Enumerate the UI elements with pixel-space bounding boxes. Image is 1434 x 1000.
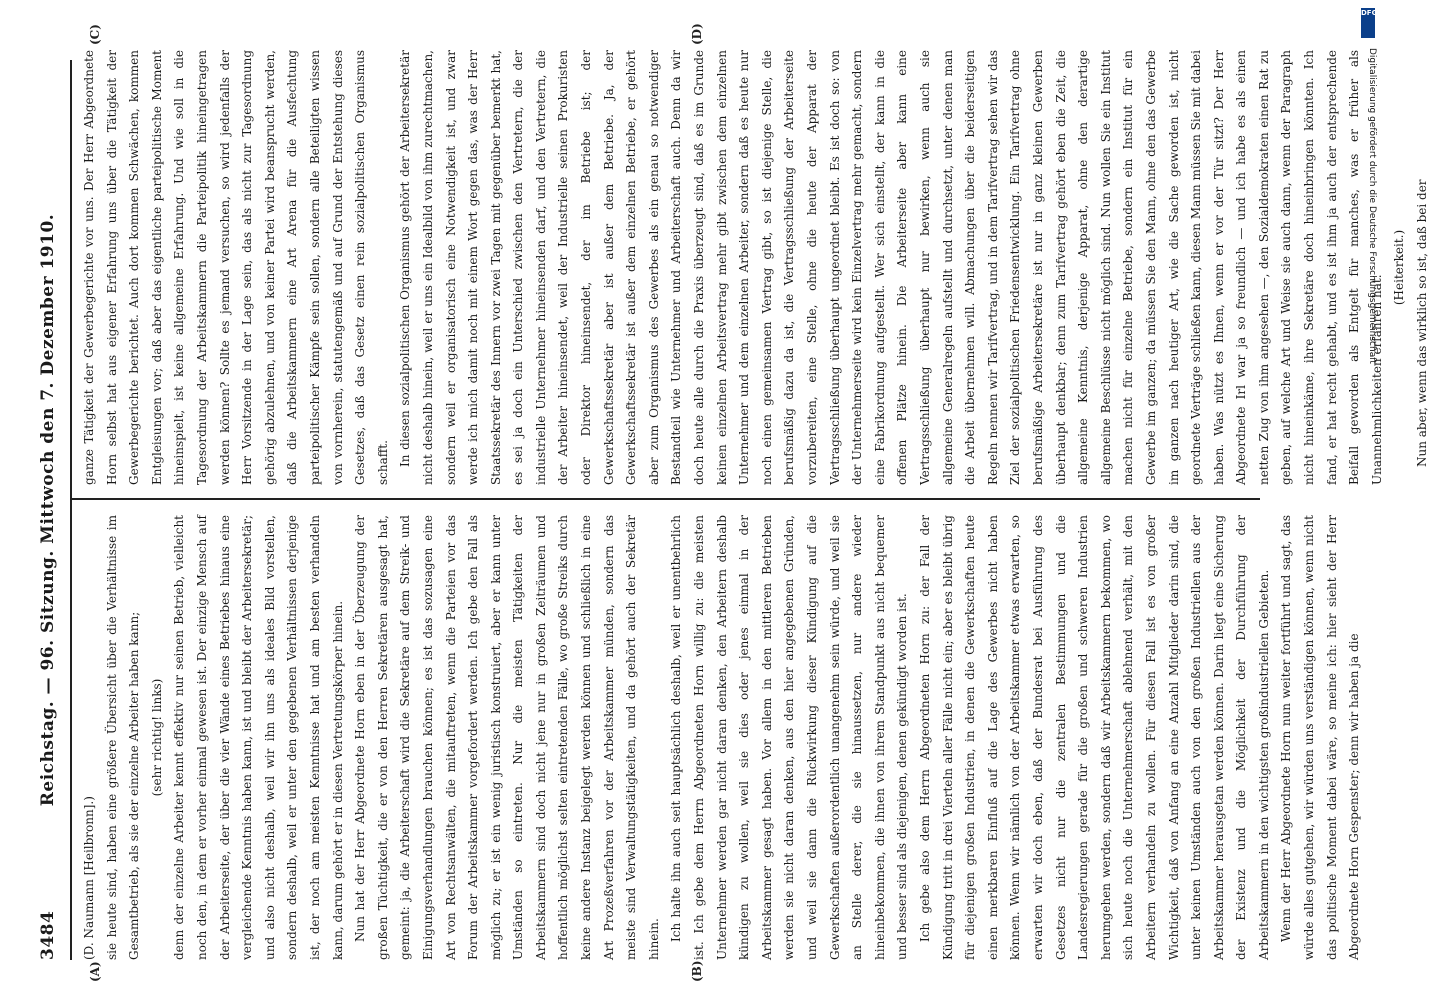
paragraph: Ich gebe also dem Herrn Abgeordneten Horn zu: der Fall der Kündigung tritt in drei Vierteln aller Fälle nicht ein; aber es bleibt übrig für diejenigen großen Industrien, in denen die Gewerkschaften heute einen merkbaren Einfluß auf die Lage des Gewerbes nicht haben können. Wenn wir nämlich von der Arbeitskammer etwas erwarten, so erwarten wir doch eben, daß der Bundesrat bei Ausführung des Gesetzes nicht nur die zentralen Bestimmungen und die Landesregierungen gerade für die großen und schweren Industrien herumgehen werden, sondern daß wir Arbeitskammern bekommen, wo sich heute noch die Unternehmerschaft ablehnend verhält, mit den Arbeitern verhandeln zu wollen. Für diesen Fall ist es von großer Wichtigkeit, daß von Anfang an eine Anzahl Mitglieder darin sind, die unter keinen Umständen auch von den großen Industriellen aus der Arbeitskammer herausgetan werden können. Darin liegt eine Sicherung der Existenz und die Möglichkeit der Durchführung der Arbeitskammern in den wichtigsten großindustriellen Gebieten. bbox=[917, 515, 1271, 960]
interjection: (sehr richtig! links) bbox=[149, 678, 164, 797]
paragraph: Wenn der Herr Abgeordnete Horn nun weiter fortführt und sagt, das würde alles gutgehen, wir würden uns verständigen können, wenn nicht das politische Moment dabei wäre, so meine ich: hier sieht der Herr Abgeordnete Horn Gespenster; denn wir haben ja die bbox=[1279, 515, 1362, 960]
paragraph: Nun hat der Herr Abgeordnete Horn eben in der Überzeugung der großen Tüchtigkeit, die er von den Herren Sekretären ausgesagt hat, gemeint: ja, die Arbeiterschaft wird die Sekretäre auf dem Streik- und Einigungsverhandlungen brauchen können; es ist das sozusagen eine Art von Rechtsanwälten, die mitauftreten, wenn die Parteien vor das Forum der Arbeitskammer vorgefordert werden. Ich gebe den Fall als möglich zu; er ist ein wenig juristisch konstruiert, aber er kann unter Umständen so eintreten. Nur die meisten Tätigkeiten der Arbeitskammern sind doch nicht jene nur in großen Zeiträumen und hoffentlich möglichst selten eintretenden Fälle, wo große Streiks durch keine andere Instanz beigelegt werden können und schließlich in eine Art Prozeßverfahren vor der Arbeitskammer münden, sondern das meiste sind Verwaltungstätigkeiten, und da gehört auch der Sekretär hinein. bbox=[353, 515, 661, 960]
digitization-credit bbox=[1361, 8, 1377, 628]
paragraph: In diesen sozialpolitischen Organismus gehört der Arbeitersekretär nicht deshalb hinein, weil er uns ein Idealbild von ihm zurechtmachen, sondern weil er organisatorisch eine Notwendigkeit ist, und zwar werde ich mich damit noch mit einem Wort gegen das, was der Herr Staatssekretär des Innern vor zwei Tagen mit gegenüber bemerkt hat, es sei ja doch ein Unterschied zwischen den Vertretern, die der industrielle Unternehmer hineinsenden darf, und den Vertretern, die der Arbeiter hineinsendet, weil der Industrielle seinen Prokuristen oder Direktor hineinsendet, der im Betriebe ist; der Gewerkschaftssekretär aber ist außer dem Betriebe. Ja, der Gewerkschaftssekretär ist außer dem einzelnen Betriebe, er gehört aber zum Organismus des Gewerbes als ein genau so notwendiger Bestandteil wie Unternehmer und Arbeiterschaft auch. Denn da wir doch heute alle durch die Praxis überzeugt sind, daß es im Grunde keinen einzelnen Arbeitsvertrag mehr gibt zwischen dem einzelnen Unternehmer und dem einzelnen Arbeiter, sondern daß es heute nur noch einen gemeinsamen Vertrag gibt, so ist diejenige Stelle, die berufsmäßig dazu da ist, die Vertragsschließung der Arbeiterseite vorzubereiten, eine Stelle, ohne die heute der Apparat der Vertragsschließung überhaupt ungeordnet bleibt. Es ist doch so: von der Unternehmerseite wird kein Einzelvertrag mehr gemacht, sondern eine Fabrikordnung aufgestellt. Wer sich einstellt, der kann in die offenen Plätze hinein. Die Arbeiterseite aber kann eine Vertragsschließung überhaupt nur bewirken, wenn auch sie allgemeine Generalregeln aufstellt und durchsetzt, unter denen man die Arbeit übernehmen will. Abmachungen über die beiderseitigen Regeln nennen wir Tarifvertrag, und in dem Tarifvertrag sehen wir das Ziel der sozialpolitischen Friedensentwicklung. Ein Tarifvertrag ohne berufsmäßige Arbeitersekretäre ist nur in ganz kleinen Gewerben überhaupt denkbar; denn zum Tarifvertrag gehört eben die Zeit, die allgemeine Kenntnis, derjenige Apparat, ohne den derartige allgemeine Beschlüsse nicht möglich sind. Nun wollen Sie ein Institut machen nicht für einzelne Betriebe, sondern ein Institut für ein Gewerbe im ganzen; da müssen Sie den Mann, ohne den das Gewerbe im ganzen nach heutiger Art, wie die Sache geworden ist, nicht geordnete Verträge schließen kann, diesen Mann müssen Sie mit dabei haben. Was nützt es Ihnen, wenn er vor der Tür sitzt? Der Herr Abgeordnete Irl war ja so freundlich — und ich habe es als einen netten Zug von ihm angesehen —, den Sozialdemokraten einen Rat zu geben, auf welche Art und Weise sie auch dann, wenn der Paragraph nicht hineinkäme, ihre Sekretäre doch hineinbringen könnten. Ich fand, er hat recht gehabt, und es ist ihm ja auch der entsprechende Beifall geworden als Entgelt für manches, was er früher als Unannehmlichkeiten erfahren hat. bbox=[398, 50, 1384, 485]
margin-marker-b: (B) bbox=[690, 960, 704, 982]
margin-marker-c: (C) bbox=[88, 24, 102, 45]
header-title: Reichstag. — 96. Sitzung. Mittwoch den 7. Dezember 1910. bbox=[38, 213, 58, 807]
credit-text: Digitalisierung gefördert durch die Deutsche Forschungsgemeinschaft bbox=[1367, 48, 1377, 364]
left-column bbox=[78, 515, 1362, 960]
paragraph: denn der einzelne Arbeiter kennt effektiv nur seinen Betrieb, vielleicht noch den, in dem er vorher einmal gewesen ist. Der einzige Mensch auf der Arbeiterseite, der über die vier Wände eines Betriebes hinaus eine vergleichende Kenntnis haben kann, ist und bleibt der Arbeitersekretär; und also nicht deshalb, weil wir ihn uns als ideales Bild vorstellen, sondern deshalb, weil er unter den gegebenen Verhältnissen derjenige ist, der noch am meisten Kenntnisse hat und am besten verhandeln kann, darum gehört er in diesen Vertretungskörper hinein. bbox=[172, 515, 345, 960]
margin-marker-a: (A) bbox=[88, 961, 102, 982]
dfg-logo: DFG bbox=[1361, 8, 1375, 38]
page-number: 3484 bbox=[38, 910, 58, 960]
interjection: (Heiterkeit.) bbox=[1392, 229, 1407, 306]
paragraph: sie heute sind, haben eine größere Übersicht über die Verhältnisse im Gesamtbetrieb, als sie der einzelne Arbeiter haben kann; bbox=[104, 515, 142, 960]
paragraph: ganze Tätigkeit der Gewerbegerichte vor uns. Der Herr Abgeordnete Horn selbst hat aus eigener Erfahrung uns über die Tätigkeit der Gewerbegerichte berichtet. Auch dort kommen Schwächen, kommen Entgleisungen vor; daß aber das eigentliche parteipolitische Moment hineinspielt, ist keine allgemeine Erfahrung. Und wie soll in die Tagesordnung der Arbeitskammern die Parteipolitik hineingetragen werden können? Sollte es jemand versuchen, so wird jedenfalls der Herr Vorsitzende in der Lage sein, das als nicht zur Tagesordnung gehörig abzulehnen, und von keiner Partei wird beansprucht werden, daß die Arbeitskammern eine Art Arena für die Ausfechtung parteipolitischer Kämpfe sein sollen, sondern alle Beteiligten wissen von vornherein, statutengemäß und auf Grund der Entstehung dieses Gesetzes, daß das Gesetz einen rein sozialpolitischen Organismus schafft. bbox=[82, 50, 390, 485]
margin-marker-d: (D) bbox=[690, 23, 704, 45]
header-rule bbox=[70, 60, 72, 960]
speaker-line: (D. Naumann [Heilbronn].) bbox=[82, 796, 96, 960]
paragraph: Ich halte ihn auch seit hauptsächlich deshalb, weil er unentbehrlich ist. Ich gebe dem Herrn Abgeordneten Horn willig zu: die meisten Unternehmer werden gar nicht daran denken, den Arbeitern deshalb kündigen zu wollen, weil sie dies oder jenes einmal in der Arbeitskammer gesagt haben. Vor allem in den mittleren Betrieben werden sie nicht daran denken, aus den hier angegebenen Gründen, und weil sie dann die Rückwirkung dieser Kündigung auf die Gewerkschaften außerordentlich unangenehm sein würde, und weil sie an Stelle derer, die sie hinaussetzen, nur andere wieder hineinbekommen, die ihnen von ihrem Standpunkt aus nicht bequemer und besser sind als diejenigen, denen gekündigt worden ist. bbox=[669, 515, 910, 960]
column-rule bbox=[72, 498, 1260, 500]
running-header bbox=[38, 60, 64, 960]
paragraph: Nun aber, wenn das wirklich so ist, daß bei der bbox=[1415, 179, 1430, 467]
